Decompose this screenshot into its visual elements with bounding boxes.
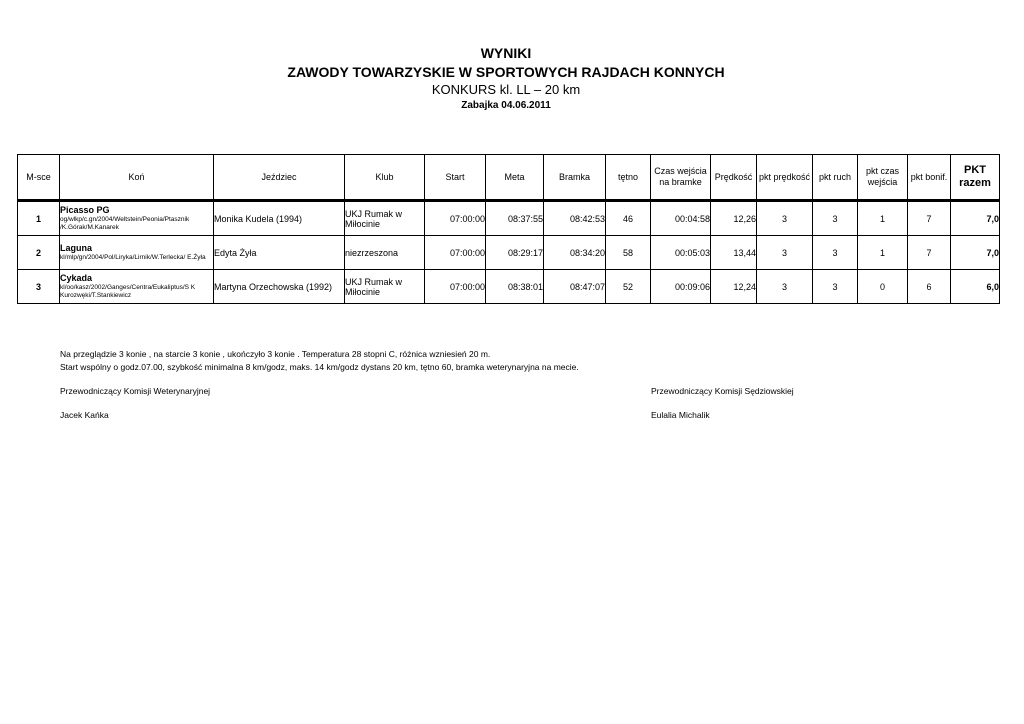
pts-movement-cell: 3 xyxy=(813,236,858,270)
col-header-pts-movement: pkt ruch xyxy=(813,155,858,201)
document-header xyxy=(0,44,1012,113)
rider-cell: Martyna Orzechowska (1992) xyxy=(214,270,345,304)
notes xyxy=(60,348,579,374)
col-header-gate: Bramka xyxy=(544,155,606,201)
judge-commission-title: Przewodniczący Komisji Sędziowskiej xyxy=(651,386,794,396)
gate-time-cell: 00:05:03 xyxy=(651,236,711,270)
club-cell: UKJ Rumak w Miłocinie xyxy=(345,270,425,304)
horse-cell xyxy=(60,270,214,304)
horse-cell xyxy=(60,236,214,270)
col-header-total: PKT razem xyxy=(951,155,1000,201)
place-cell: 1 xyxy=(18,201,60,236)
speed-cell: 12,24 xyxy=(711,270,757,304)
pts-bonus-cell: 6 xyxy=(908,270,951,304)
document-title: WYNIKI xyxy=(480,45,532,61)
place-cell: 2 xyxy=(18,236,60,270)
judge-commission-name: Eulalia Michalik xyxy=(651,410,710,420)
contest-title: KONKURS kl. LL – 20 km xyxy=(431,82,581,97)
speed-cell: 13,44 xyxy=(711,236,757,270)
horse-name: Picasso PG xyxy=(60,205,110,215)
table-row xyxy=(18,201,1000,236)
col-header-gate-time: Czas wejścia na bramke xyxy=(651,155,711,201)
col-header-pts-gate-time: pkt czas wejścia xyxy=(858,155,908,201)
total-cell: 6,0 xyxy=(951,270,1000,304)
notes-line-2: Start wspólny o godz.07.00, szybkość minimalna 8 km/godz, maks. 14 km/godz dystans 20 km, tętno 60, bramka weterynaryjna na mecie. xyxy=(60,362,579,372)
pts-gate-time-cell: 1 xyxy=(858,236,908,270)
place-date: Zabajka 04.06.2011 xyxy=(461,100,551,111)
horse-info: kl/oo/kasz/2002/Ganges/Centra/Eukaliptus/S K Kurozwęki/T.Stankiewicz xyxy=(60,284,196,299)
col-header-start: Start xyxy=(425,155,486,201)
notes-line-1: Na przeglądzie 3 konie , na starcie 3 konie , ukończyło 3 konie . Temperatura 28 stopni C, różnica wzniesień 20 m. xyxy=(60,349,491,359)
start-cell: 07:00:00 xyxy=(425,270,486,304)
col-header-pts-bonus: pkt bonif. xyxy=(908,155,951,201)
horse-name: Cykada xyxy=(60,273,93,283)
place-cell: 3 xyxy=(18,270,60,304)
pts-gate-time-cell: 1 xyxy=(858,201,908,236)
total-cell: 7,0 xyxy=(951,236,1000,270)
col-header-club: Klub xyxy=(345,155,425,201)
pts-speed-cell: 3 xyxy=(757,236,813,270)
col-header-finish: Meta xyxy=(486,155,544,201)
pts-gate-time-cell: 0 xyxy=(858,270,908,304)
pts-speed-cell: 3 xyxy=(757,201,813,236)
total-cell: 7,0 xyxy=(951,201,1000,236)
col-header-horse: Koń xyxy=(60,155,214,201)
header-row xyxy=(18,155,1000,201)
col-header-speed: Prędkość xyxy=(711,155,757,201)
pulse-cell: 52 xyxy=(606,270,651,304)
pts-bonus-cell: 7 xyxy=(908,236,951,270)
col-header-pts-speed: pkt prędkość xyxy=(757,155,813,201)
results-table xyxy=(17,154,1000,304)
col-header-rider: Jeździec xyxy=(214,155,345,201)
finish-cell: 08:29:17 xyxy=(486,236,544,270)
table-row xyxy=(18,236,1000,270)
gate-time-cell: 00:09:06 xyxy=(651,270,711,304)
table-row xyxy=(18,270,1000,304)
gate-cell: 08:47:07 xyxy=(544,270,606,304)
horse-info: og/wlkp/c.gn/2004/Weltstein/Peonia/Ptasznik /K.Górak/M.Kanarek xyxy=(60,216,190,231)
rider-cell: Monika Kudela (1994) xyxy=(214,201,345,236)
finish-cell: 08:37:55 xyxy=(486,201,544,236)
horse-name: Laguna xyxy=(60,243,93,253)
pts-bonus-cell: 7 xyxy=(908,201,951,236)
gate-cell: 08:42:53 xyxy=(544,201,606,236)
col-header-place: M-sce xyxy=(18,155,60,201)
start-cell: 07:00:00 xyxy=(425,236,486,270)
pulse-cell: 46 xyxy=(606,201,651,236)
gate-cell: 08:34:20 xyxy=(544,236,606,270)
gate-time-cell: 00:04:58 xyxy=(651,201,711,236)
rider-cell: Edyta Żyła xyxy=(214,236,345,270)
start-cell: 07:00:00 xyxy=(425,201,486,236)
col-header-pulse: tętno xyxy=(606,155,651,201)
pts-movement-cell: 3 xyxy=(813,270,858,304)
finish-cell: 08:38:01 xyxy=(486,270,544,304)
club-cell: niezrzeszona xyxy=(345,236,425,270)
speed-cell: 12,26 xyxy=(711,201,757,236)
vet-commission-title: Przewodniczący Komisji Weterynaryjnej xyxy=(60,386,211,396)
club-cell: UKJ Rumak w Miłocinie xyxy=(345,201,425,236)
horse-cell xyxy=(60,201,214,236)
vet-commission-name: Jacek Kańka xyxy=(60,410,109,420)
event-title: ZAWODY TOWARZYSKIE W SPORTOWYCH RAJDACH KONNYCH xyxy=(287,64,725,80)
pulse-cell: 58 xyxy=(606,236,651,270)
pts-speed-cell: 3 xyxy=(757,270,813,304)
pts-movement-cell: 3 xyxy=(813,201,858,236)
horse-info: kl/mlp/gn/2004/Pol/Liryka/Lirnik/W.Terlecka/ E.Żyła xyxy=(60,254,206,261)
